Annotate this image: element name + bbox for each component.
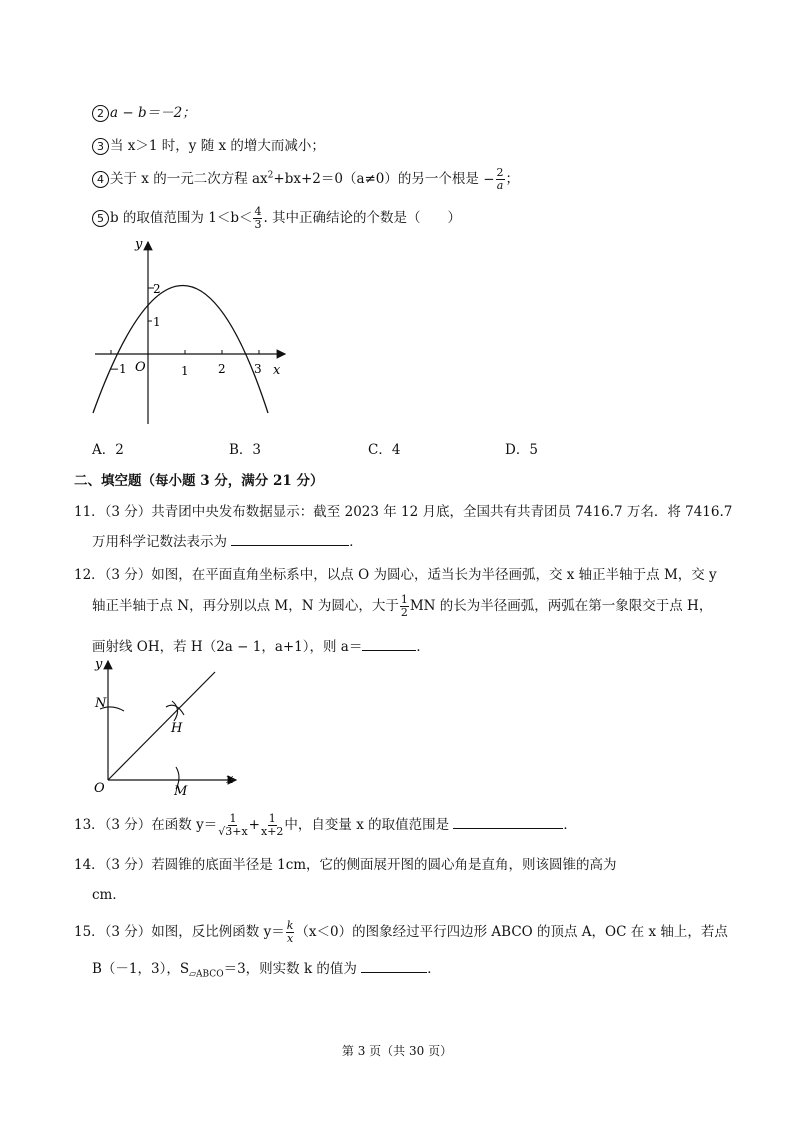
fraction-k-over-x: $\frac{k}{x}$: [286, 919, 294, 945]
tick-x-2: 2: [218, 362, 226, 376]
statement-5: 5 b 的取值范围为 1＜b＜ $\frac{4}{3}$ . 其中正确结论的个数是（ ）: [92, 206, 461, 231]
tick-x-neg1: −1: [109, 362, 127, 376]
fraction-1-over-2: $\frac{1}{2}$: [400, 593, 408, 619]
option-c[interactable]: C．4: [368, 442, 401, 458]
answer-blank-15[interactable]: [361, 971, 427, 973]
statement-3: 3 当 x＞1 时，y 随 x 的增大而减小；: [92, 134, 325, 155]
section-heading: 二、填空题（每小题 3 分，满分 21 分）: [74, 473, 324, 489]
q12-line3: 画射线 OH，若 H（2a − 1，a+1），则 a＝ ．: [92, 639, 430, 655]
option-b[interactable]: B．3: [229, 442, 262, 458]
q15-line1: 15．（3 分）如图，反比例函数 y＝ $\frac{k}{x}$ （x＜0）的图象经过平行四边形 ABCO 的顶点 A，OC 在 x 轴上，若点: [74, 919, 728, 945]
option-a[interactable]: A．2: [92, 442, 124, 458]
parabola-curve: [93, 286, 268, 414]
statement-4: 4 关于 x 的一元二次方程 $ax^2+bx+2=0(a\ne 0)$的另一个根是 − $\frac{2}{a}$ ；: [92, 167, 519, 192]
tick-y-2: 2: [153, 282, 161, 296]
answer-blank-12[interactable]: [362, 649, 416, 651]
circled-3-icon: 3: [92, 138, 109, 155]
q14-line1: 14．（3 分）若圆锥的底面半径是 1cm，它的侧面展开图的圆心角是直角，则该圆锥的高为: [74, 857, 617, 873]
fraction-1-over-sqrt: $\frac{1}{√3+x}$: [218, 812, 248, 838]
fraction-4-over-3: $\frac{4}{3}$: [254, 205, 262, 231]
q12-line2: 轴正半轴于点 N，再分别以点 M，N 为圆心，大于 $\frac{1}{2}$ MN 的长为半径画弧，两弧在第一象限交于点 H，: [92, 593, 713, 619]
point-h-label: H: [171, 721, 183, 736]
statement-2: 2 a − b＝－2；: [92, 101, 196, 122]
q13-line: 13．（3 分）在函数 y＝ $\frac{1}{√3+x}$ + $\frac{1}{x+2}$ 中，自变量 x 的取值范围是 ．: [74, 812, 577, 838]
parabola-graph: [85, 236, 295, 426]
q14-line2: cm．: [92, 887, 126, 903]
tick-x-1: 1: [181, 364, 189, 378]
x-axis-label: x: [226, 772, 234, 787]
x-axis-label: x: [273, 363, 281, 378]
tick-y-1: 1: [153, 315, 161, 329]
origin-label: O: [135, 360, 146, 375]
origin-label: O: [94, 781, 105, 796]
point-n-label: N: [95, 696, 107, 711]
q12-line1: 12．（3 分）如图，在平面直角坐标系中，以点 O 为圆心，适当长为半径画弧，交 x 轴正半轴于点 M，交 y: [74, 567, 717, 583]
q15-line2: B（－1，3），$S_{▱ABCO}=3$，则实数 k 的值为 ．: [92, 961, 441, 980]
q11-line2: 万用科学记数法表示为 ．: [92, 534, 363, 550]
y-axis-label: y: [95, 657, 103, 672]
y-axis-label: y: [135, 237, 143, 252]
point-m-label: M: [174, 784, 188, 797]
circled-5-icon: 5: [92, 210, 109, 227]
page-footer: 第 3 页（共 30 页）: [341, 1044, 453, 1058]
q11-line1: 11．（3 分）共青团中央发布数据显示：截至 2023 年 12 月底，全国共有共青团员 7416.7 万名．将 7416.7: [74, 504, 733, 520]
ray-oh: [108, 672, 215, 780]
bisector-graph: [90, 655, 250, 797]
circled-2-icon: 2: [92, 105, 109, 122]
tick-x-3: 3: [254, 362, 262, 376]
answer-blank-13[interactable]: [453, 827, 563, 829]
option-d[interactable]: D．5: [505, 442, 538, 458]
fraction-1-over-x2: $\frac{1}{x+2}$: [260, 812, 284, 838]
circled-4-icon: 4: [92, 171, 109, 188]
answer-blank-11[interactable]: [231, 544, 349, 546]
fraction-2-over-a: $\frac{2}{a}$: [496, 166, 504, 192]
